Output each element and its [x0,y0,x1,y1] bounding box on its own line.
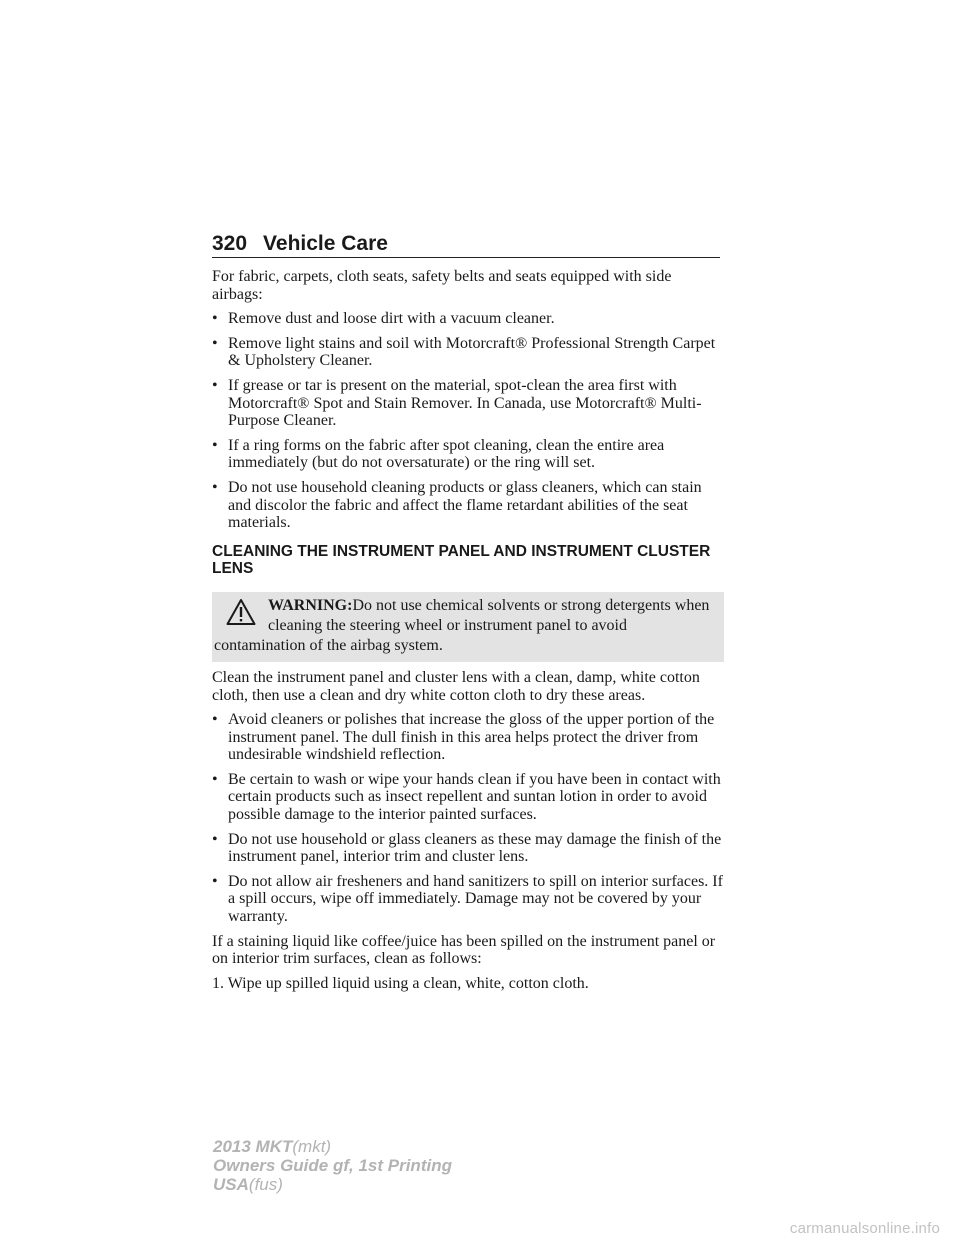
list-item [212,711,724,764]
bullet-mark: • [212,334,218,352]
bullet-text: Be certain to wash or wipe your hands clean if you have been in contact with certain products such as insect repellent and suntan lotion in order to avoid possible damage to the interior painted surfaces. [228,770,721,824]
bullet-mark: • [212,376,218,394]
bullet-text: Do not allow air fresheners and hand sanitizers to spill on interior surfaces. If a spill occurs, wipe off immediately. Damage may not be covered by your warranty. [228,872,723,926]
bullet-text: Remove dust and loose dirt with a vacuum cleaner. [228,310,555,328]
footer-line-3 [213,1175,452,1194]
footer-line-1 [213,1137,452,1156]
list-item [212,831,724,866]
watermark: carmanualsonline.info [789,1220,940,1237]
page-content [212,268,724,999]
bullet-mark: • [212,436,218,454]
section-heading: CLEANING THE INSTRUMENT PANEL AND INSTRUMENT CLUSTER LENS [212,542,711,578]
bullet-text: Avoid cleaners or polishes that increase the gloss of the upper portion of the instrument panel. The dull finish in this area helps protect the driver from undesirable windshield reflection. [228,711,715,764]
warning-label: WARNING: [268,596,353,614]
page-number: 320 [212,232,248,255]
bullet-text: Remove light stains and soil with Motorcraft® Professional Strength Carpet & Upholstery Cleaner. [228,334,716,370]
list-item [212,771,724,824]
page-header [212,228,720,258]
warning-box [212,592,724,662]
fabric-intro: For fabric, carpets, cloth seats, safety belts and seats equipped with side airbags: [212,268,672,303]
step-1: 1. Wipe up spilled liquid using a clean, white, cotton cloth. [212,974,589,992]
warning-triangle-icon [226,598,256,626]
warning-text: Do not use chemical solvents or strong detergents when cleaning the steering wheel or instrument panel to avoid contamination of the airbag system. [214,596,710,654]
bullet-mark: • [212,770,218,788]
bullet-text: If a ring forms on the fabric after spot cleaning, clean the entire area immediately (but do not oversaturate) or the ring will set. [228,436,665,472]
footer-line-2 [213,1156,452,1175]
page-footer [213,1137,452,1194]
list-item [212,310,724,328]
bullet-mark: • [212,830,218,848]
bullet-text: Do not use household cleaning products or glass cleaners, which can stain and discolor the fabric and affect the flame retardant abilities of the seat materials. [228,478,702,532]
section-title: Vehicle Care [263,232,388,255]
bullet-mark: • [212,310,218,328]
fabric-bullet-list [212,310,724,532]
bullet-text: If grease or tar is present on the material, spot-clean the area first with Motorcraft® Spot and Stain Remover. In Canada, use Motorcraft® Multi-Purpose Cleaner. [228,376,702,430]
panel-bullet-list [212,711,724,926]
list-item [212,873,724,926]
bullet-mark: • [212,711,218,729]
stain-intro: If a staining liquid like coffee/juice has been spilled on the instrument panel or on interior trim surfaces, clean as follows: [212,932,716,968]
footer-market-code: (fus) [248,1175,283,1194]
panel-intro: Clean the instrument panel and cluster lens with a clean, damp, white cotton cloth, then use a clean and dry white cotton cloth to dry these areas. [212,668,700,704]
bullet-mark: • [212,478,218,496]
list-item [212,437,724,472]
list-item [212,479,724,532]
footer-model-code: (mkt) [292,1137,332,1156]
list-item [212,335,724,370]
bullet-text: Do not use household or glass cleaners as these may damage the finish of the instrument panel, interior trim and cluster lens. [228,830,722,866]
footer-market: USA [213,1175,249,1194]
list-item [212,377,724,430]
bullet-mark: • [212,872,218,890]
footer-guide: Owners Guide gf, 1st Printing [213,1156,452,1175]
footer-model: 2013 MKT [213,1137,293,1156]
